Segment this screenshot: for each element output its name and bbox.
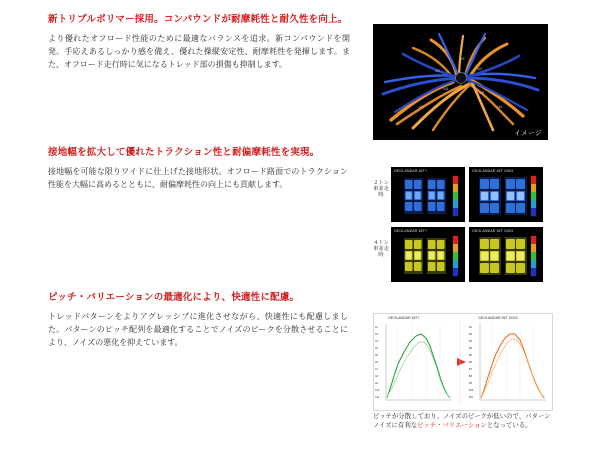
tread-pattern-image <box>373 24 548 140</box>
contact-panel-a <box>391 167 465 222</box>
svg-text:A2: A2 <box>375 333 378 336</box>
svg-text:A6: A6 <box>375 361 378 364</box>
svg-text:A5: A5 <box>375 354 378 357</box>
svg-text:x31: x31 <box>435 69 441 73</box>
contact-panel-b-graphic <box>469 167 543 222</box>
contact-panel-b-title: GEOLANDAR M/T G003 <box>472 168 514 173</box>
svg-text:A8: A8 <box>375 375 378 378</box>
svg-text:x9: x9 <box>461 57 465 61</box>
figure-3-caption <box>373 412 553 431</box>
section-3-body: トレッドパターンをよりアグレッシブに進化させながら、快適性にも配慮しました。パターンのピッチ配列を最適化することでノイズのピークを分散させることにより、ノイズの悪化を抑えています。 <box>48 312 348 348</box>
contact-panel-d-title: GEOLANDAR M/T G003 <box>472 228 514 233</box>
graph-title-left: GEOLANDAR M/T+ <box>388 316 420 320</box>
svg-text:A4: A4 <box>375 347 378 350</box>
svg-text:x16: x16 <box>497 105 503 109</box>
svg-text:B1: B1 <box>469 326 472 329</box>
svg-text:x12: x12 <box>419 105 425 109</box>
svg-text:A10: A10 <box>375 389 380 392</box>
row-label-4ton: ４トン車並走時 <box>373 240 389 258</box>
svg-text:A7: A7 <box>375 368 378 371</box>
contact-panel-c-graphic <box>391 227 465 282</box>
svg-text:B9: B9 <box>469 382 472 385</box>
pitch-variation-figure <box>373 313 553 411</box>
section-1-heading: 新トリプルポリマー採用。コンパウンドが耐摩耗性と耐久性を向上。 <box>48 14 348 25</box>
svg-text:B5: B5 <box>469 354 472 357</box>
contact-patch-figure <box>373 167 548 285</box>
svg-text:x18: x18 <box>443 87 449 91</box>
contact-panel-c-title: GEOLANDAR M/T+ <box>394 228 428 233</box>
section-2-body: 接地幅を可能な限りワイドに仕上げた接地形状。オフロード路面でのトラクション性能を大幅に高めるとともに、耐偏摩耗性の向上にも貢献します。 <box>48 167 348 190</box>
section-1-body: より優れたオフロード性能のために最適なバランスを追求。新コンパウンドを開発。手応えあるしっかり感を備え、優れた操縦安定性、耐摩耗性を発揮します。また、オフロード走行時に気になるトレッド部の損傷も抑制します。 <box>48 34 350 70</box>
svg-text:A1: A1 <box>375 326 378 329</box>
contact-panel-c <box>391 227 465 282</box>
svg-text:B11: B11 <box>469 396 474 399</box>
figure-3-caption-part1: ピッチが分散しており、ノイズのピークが低いので、パターンノイズに有利な <box>373 413 551 430</box>
tread-pattern-graphic <box>373 24 548 140</box>
svg-text:B7: B7 <box>469 368 472 371</box>
svg-text:B6: B6 <box>469 361 472 364</box>
svg-text:B3: B3 <box>469 340 472 343</box>
figure-3-caption-part2: となっている。 <box>486 422 532 430</box>
contact-panel-a-title: GEOLANDAR M/T+ <box>394 168 428 173</box>
contact-panel-b <box>469 167 543 222</box>
figure-3-caption-highlight: ピッチ・バリエーション <box>417 422 487 430</box>
contact-panel-d <box>469 227 543 282</box>
svg-text:A9: A9 <box>375 382 378 385</box>
section-3-heading: ピッチ・バリエーションの最適化により、快適性に配慮。 <box>48 292 300 303</box>
svg-text:B8: B8 <box>469 375 472 378</box>
svg-text:B4: B4 <box>469 347 472 350</box>
svg-text:B2: B2 <box>469 333 472 336</box>
svg-text:x22: x22 <box>477 67 483 71</box>
svg-text:x25: x25 <box>479 91 485 95</box>
section-2-heading: 接地幅を拡大して優れたトラクション性と耐偏摩耗性を実現。 <box>48 147 320 158</box>
pitch-variation-graphs <box>374 314 550 408</box>
svg-text:A11: A11 <box>375 396 380 399</box>
graph-title-right: GEOLANDAR M/T G003 <box>478 316 518 320</box>
svg-text:B10: B10 <box>469 389 474 392</box>
svg-text:A3: A3 <box>375 340 378 343</box>
contact-panel-a-graphic <box>391 167 465 222</box>
row-label-2ton: ２トン車並走時 <box>373 180 389 198</box>
contact-panel-d-graphic <box>469 227 543 282</box>
figure-1-caption: イメージ <box>514 130 542 137</box>
